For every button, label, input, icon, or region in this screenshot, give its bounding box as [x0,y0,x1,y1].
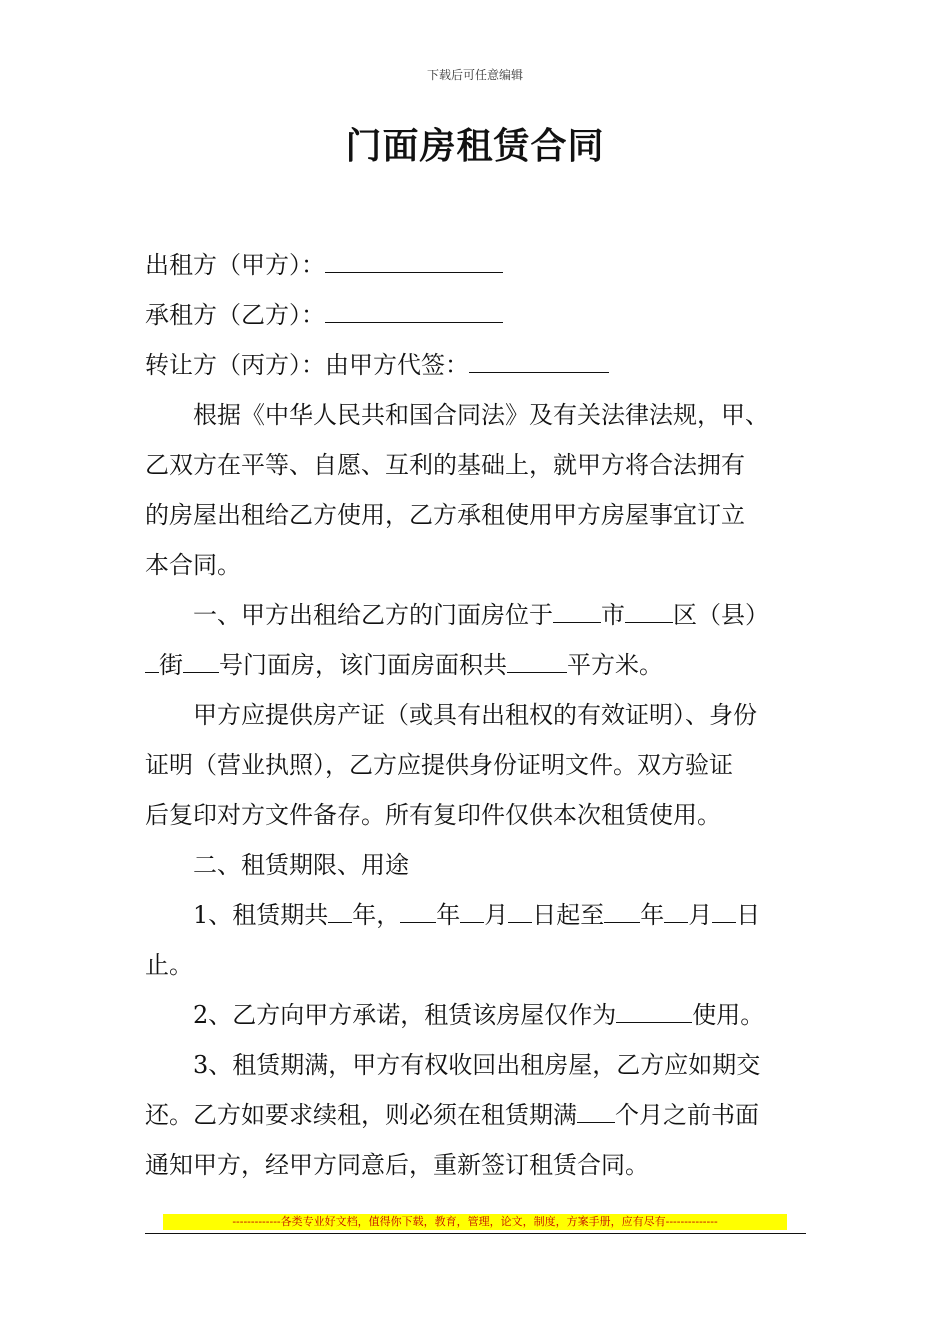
use-text: 使用。 [692,1001,765,1029]
section1-text: 区（县） [673,601,769,629]
end-day-blank [712,892,736,923]
use-blank [616,992,692,1023]
docs-line: 后复印对方文件备存。所有复印件仅供本次租赁使用。 [145,801,721,829]
docs-line: 证明（营业执照），乙方应提供身份证明文件。双方验证 [145,751,733,779]
header-note: 下载后可任意编辑 [426,68,523,82]
street-blank [145,642,159,673]
end-month-blank [664,892,688,923]
city-blank [553,592,601,623]
use-text: 2、乙方向甲方承诺，租赁该房屋仅作为 [193,1001,617,1029]
section1-text: 市 [601,601,625,629]
term-text: 年 [436,901,461,929]
expiry-text: 还。乙方如要求续租，则必须在租赁期满 [145,1101,577,1129]
contract-body [145,240,810,1190]
area-blank [507,642,567,673]
preamble-line: 的房屋出租给乙方使用，乙方承租使用甲方房屋事宜订立 [145,501,745,529]
term-line [145,890,810,940]
section1-text: 号门面房，该门面房面积共 [219,651,507,679]
preamble-line: 本合同。 [145,551,241,579]
footer-banner: -------------各类专业好文档，值得你下载，教育，管理，论文，制度，方案手册，应有尽有-------------- [163,1214,787,1230]
start-year-blank [400,892,436,923]
docs-line: 甲方应提供房产证（或具有出租权的有效证明）、身份 [193,701,757,729]
document-title: 门面房租赁合同 [345,126,605,167]
start-month-blank [460,892,484,923]
use-line [145,990,810,1040]
lessor-label: 出租方（甲方）： [145,251,325,279]
section1-text: 一、甲方出租给乙方的门面房位于 [193,601,553,629]
term-text: 月 [484,901,509,929]
term-text: 1、租赁期共 [193,901,329,929]
section1-line [145,590,810,640]
lessee-blank [325,292,503,323]
lessor-blank [325,242,503,273]
number-blank [183,642,219,673]
expiry-line: 通知甲方，经甲方同意后，重新签订租赁合同。 [145,1151,649,1179]
preamble-line: 根据《中华人民共和国合同法》及有关法律法规，甲、 [193,401,769,429]
term-line: 止。 [145,951,193,979]
transferor-line [145,340,810,390]
transferor-blank [469,342,609,373]
start-day-blank [508,892,532,923]
transferor-label: 转让方（丙方）：由甲方代签： [145,351,469,379]
lessee-line [145,290,810,340]
preamble-line: 乙双方在平等、自愿、互利的基础上，就甲方将合法拥有 [145,451,745,479]
section1-text: 平方米。 [567,651,663,679]
section1-text: 街 [159,651,183,679]
term-text: 年 [640,901,665,929]
term-text: 日 [736,901,761,929]
footer-divider [145,1233,806,1234]
term-text: 年， [352,901,401,929]
years-blank [328,892,352,923]
expiry-line: 3、租赁期满，甲方有权收回出租房屋，乙方应如期交 [193,1051,761,1079]
section2-heading: 二、租赁期限、用途 [193,851,409,879]
lessee-label: 承租方（乙方）： [145,301,325,329]
months-blank [577,1092,615,1123]
section1-line [145,640,810,690]
term-text: 日起至 [532,901,605,929]
expiry-text: 个月之前书面 [615,1101,759,1129]
district-blank [625,592,673,623]
expiry-line [145,1090,810,1140]
lessor-line [145,240,810,290]
end-year-blank [604,892,640,923]
term-text: 月 [688,901,713,929]
